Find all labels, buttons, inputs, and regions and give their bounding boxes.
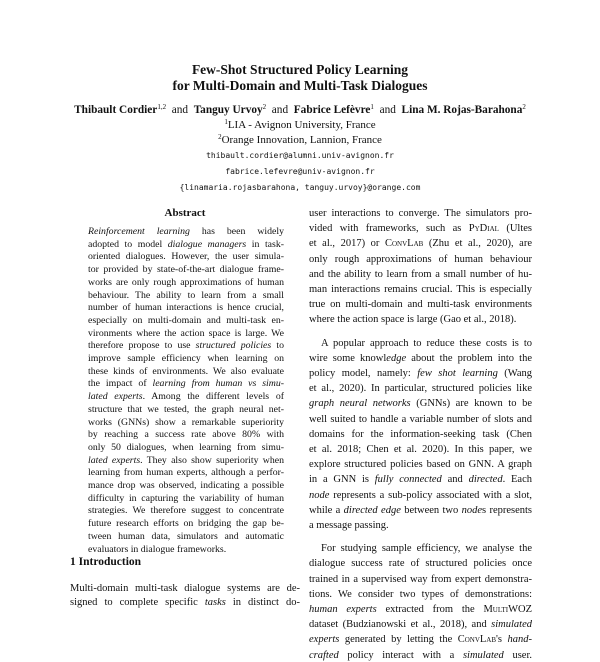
body-line: policy model, namely: few shot learning (Wang	[309, 368, 532, 379]
abstract-line: these kinds of environments. We also evaluate	[88, 365, 284, 377]
body-line: in a GNN is fully connected and directed. Each	[309, 474, 532, 486]
body-line: wire some knowledge about the problem into the	[309, 352, 532, 364]
email-3[interactable]: {linamaria.rojasbarahona, tanguy.urvoy}@orange.com	[179, 183, 421, 192]
email-2[interactable]: fabrice.lefevre@univ-avignon.fr	[225, 167, 375, 176]
body-line: only rough approximations of human behaviour	[309, 253, 532, 265]
section-heading-introduction: 1 Introduction	[70, 556, 142, 568]
body-line: and the ability to learn from a small number of hu-	[309, 268, 532, 280]
abstract-line: adopted to model dialogue managers in task-	[88, 238, 285, 250]
affiliation-2	[0, 130, 600, 147]
body-line: explore structured policies based on GNN. A graph	[309, 459, 532, 471]
abstract-line: oriented dialogues. However, the user simula-	[88, 251, 284, 263]
author-name: Lina M. Rojas-Barahona	[401, 104, 523, 116]
body-line: node represents a sub-policy associated with a slot,	[309, 489, 532, 501]
body-line: a message passing.	[309, 520, 389, 531]
author-sup: 1,2	[157, 103, 167, 111]
body-line: well suited to handle a variable number of slots and	[309, 413, 532, 425]
body-line: dialogue success rate of structured policies once	[309, 558, 532, 570]
abstract-line: tween human data, simulators and automatic	[88, 530, 284, 542]
body-line: crafted policy interact with a simulated user.	[309, 649, 532, 661]
aff-text: Orange Innovation, Lannion, France	[221, 134, 382, 146]
abstract-line: structure that we tested, the graph neural net-	[88, 403, 284, 415]
abstract-line: by reaching a success rate above 80% with	[88, 429, 284, 441]
body-line: true on multi-domain and multi-task environments	[309, 299, 532, 311]
abstract-line: only 50 dialogues, when learning from simu-	[88, 441, 284, 453]
body-line: et al., 2017) or ConvLab (Zhu et al., 2020), are	[309, 238, 532, 250]
body-line: graph neural networks (GNNs) are known to be	[309, 398, 532, 410]
body-line: while a directed edge between two nodes represents	[309, 504, 533, 516]
abstract-line: lated experts. Among the different levels of	[88, 391, 284, 403]
abstract-line: learning from human experts, although a perfor-	[88, 467, 284, 479]
abstract-line: lated experts. They also show superiority when	[88, 454, 284, 466]
body-line: A popular approach to reduce these costs is to	[321, 337, 532, 349]
body-line: et al., 2020). In particular, structured policies like	[309, 383, 532, 395]
author-sup: 2	[262, 103, 267, 111]
abstract-line: tor provided by state-of-the-art dialogue frame-	[88, 264, 284, 276]
body-line: domains for the information-seeking task (Chen	[309, 428, 532, 440]
abstract-line: vironments where the action space is large. We	[88, 327, 284, 339]
paper-title-line-1: Few-Shot Structured Policy Learning	[191, 62, 409, 77]
body-line: For studying sample efficiency, we analyse the	[321, 543, 532, 555]
body-line: where the action space is large (Gao et al., 2018).	[309, 314, 517, 326]
abstract-line: future research efforts on bridging the gap be-	[88, 518, 284, 530]
body-line: trained in a supervised way from expert demonstra-	[309, 573, 532, 585]
body-line: vided with frameworks, such as PyDial (Ultes	[309, 223, 532, 235]
body-line: user interactions to converge. The simulators pro-	[309, 208, 532, 219]
and-text: and	[271, 104, 289, 116]
author-name: Tanguy Urvoy	[193, 104, 263, 116]
aff-sup: 1	[224, 118, 228, 126]
body-line: tions. We consider two types of demonstrations:	[309, 588, 532, 600]
abstract-line: number of human interactions is hence crucial,	[88, 302, 284, 314]
and-text: and	[379, 104, 396, 116]
author-sup: 2	[522, 103, 526, 111]
abstract-line: behaviour. The ability to learn from a small	[88, 289, 284, 301]
body-line: Multi-domain multi-task dialogue systems are de-	[70, 583, 300, 594]
body-line: man interactions remains crucial. This is especially	[309, 284, 532, 295]
author-name: Fabrice Lefèvre	[293, 104, 371, 116]
body-line: experts generated by letting the ConvLab's hand-	[309, 634, 532, 646]
abstract-line: works (GNNs) show a remarkable superiority	[88, 416, 284, 428]
body-line: signed to complete specific tasks in distinct do-	[70, 597, 300, 608]
body-line: dataset (Budzianowski et al., 2018), and simulated	[309, 619, 532, 631]
abstract-line: improve sample efficiency when learning on	[88, 353, 284, 364]
aff-text: LIA - Avignon University, France	[227, 119, 376, 131]
abstract-line: Reinforcement learning has been widely	[88, 226, 284, 237]
body-line: et al. 2018; Chen et al. 2020). In this paper, we	[309, 444, 532, 455]
abstract-line: therefore propose to use structured policies to	[88, 340, 284, 352]
abstract-line: the impact of learning from human vs simu-	[88, 378, 285, 390]
author-name: Thibault Cordier	[74, 104, 158, 116]
abstract-line: evaluators in dialogue frameworks.	[88, 543, 227, 555]
abstract-line: strategies. We therefore suggest to concentrate	[88, 505, 284, 517]
abstract-line: especially on multi-domain and multi-task en-	[88, 314, 284, 326]
abstract-line: works are only rough approximations of human	[88, 276, 284, 288]
abstract-line: difficulty in capturing the variability of human	[88, 492, 284, 504]
abstract-heading: Abstract	[164, 207, 206, 219]
abstract-line: mance drop was observed, indicating a possible	[88, 480, 284, 491]
and-text: and	[171, 104, 189, 116]
aff-sup: 2	[218, 133, 222, 141]
author-sup: 1	[370, 103, 374, 111]
email-1[interactable]: thibault.cordier@alumni.univ-avignon.fr	[206, 151, 394, 160]
paper-title-line-2: for Multi-Domain and Multi-Task Dialogues	[172, 78, 428, 93]
body-line: human experts extracted from the MultiWOZ	[309, 604, 532, 615]
